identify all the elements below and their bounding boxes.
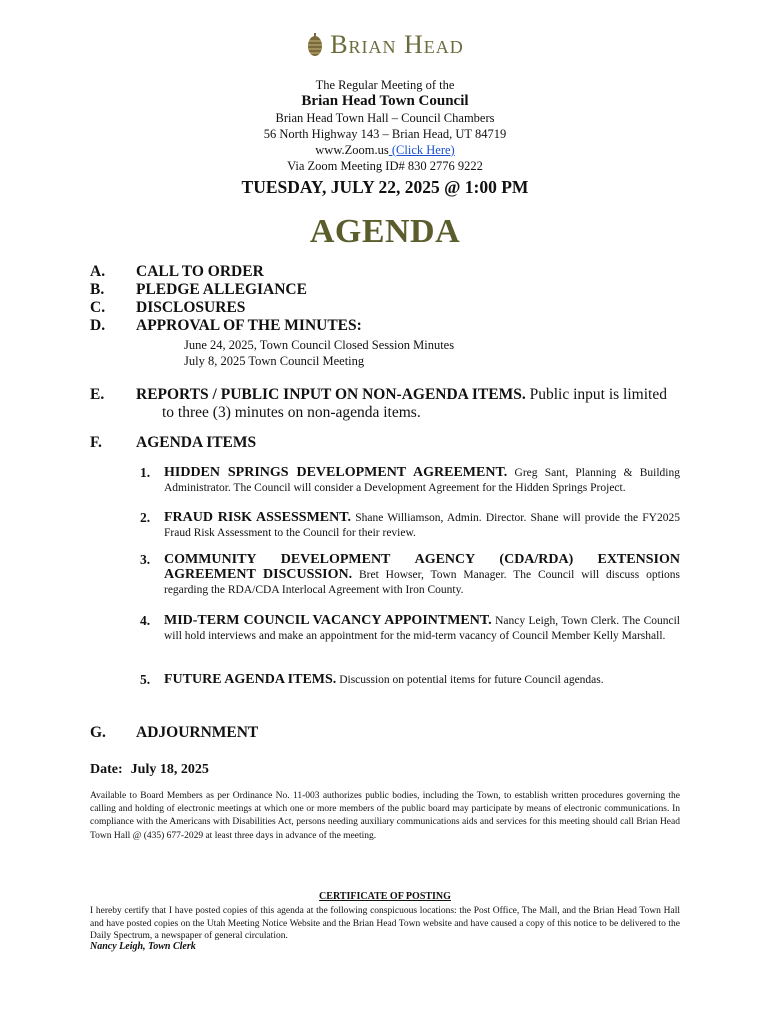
outline-letter: G.	[90, 724, 106, 741]
item-title-word: AGENCY	[414, 552, 476, 567]
meeting-address: 56 North Highway 143 – Brian Head, UT 84719	[263, 127, 507, 141]
outline-letter: D.	[90, 317, 106, 334]
outline-title: CALL TO ORDER	[136, 263, 264, 280]
agenda-item	[140, 465, 680, 496]
item-number: 5.	[140, 672, 151, 687]
item-text: Shane Williamson, Admin. Director. Shane will provide the FY2025 Fraud Risk Assessment to the Council for their review.	[164, 512, 680, 539]
outline-letter: F.	[90, 434, 102, 451]
posting-date	[90, 762, 209, 778]
item-title-word: (CDA/RDA)	[499, 552, 574, 567]
certificate-signer: Nancy Leigh, Town Clerk	[90, 941, 196, 952]
item-text: Greg Sant, Planning & Building Administrator. The Council will consider a Development Agreement for the Hidden Springs Project.	[164, 467, 680, 494]
outline-letter: B.	[90, 281, 105, 298]
item-title: MID-TERM COUNCIL VACANCY APPOINTMENT.	[164, 613, 492, 628]
item-title: FUTURE AGENDA ITEMS.	[164, 672, 337, 687]
zoom-line	[0, 142, 770, 158]
item-title: AGREEMENT DISCUSSION.	[164, 567, 353, 582]
meeting-location: Brian Head Town Hall – Council Chambers	[275, 111, 495, 125]
certificate-title: CERTIFICATE OF POSTING	[319, 891, 451, 902]
item-title-word: EXTENSION	[597, 552, 680, 567]
item-title: FRAUD RISK ASSESSMENT.	[164, 510, 352, 525]
brian-head-logo	[0, 30, 770, 60]
zoom-meeting-id: Via Zoom Meeting ID# 830 2776 9222	[287, 159, 483, 173]
agenda-item	[140, 672, 680, 688]
council-name: Brian Head Town Council	[301, 93, 469, 109]
section-e-text	[136, 386, 696, 422]
outline-letter: A.	[90, 263, 106, 280]
item-title-line	[164, 552, 680, 567]
pinecone-icon	[306, 32, 324, 58]
item-title: HIDDEN SPRINGS DEVELOPMENT AGREEMENT.	[164, 465, 508, 480]
section-g-title: ADJOURNMENT	[136, 724, 259, 741]
meeting-datetime: TUESDAY, JULY 22, 2025 @ 1:00 PM	[241, 177, 529, 197]
section-e-title: REPORTS / PUBLIC INPUT ON NON-AGENDA ITEMS.	[136, 386, 526, 403]
logo-text: Brian Head	[330, 30, 464, 59]
section-e-note: Public input is limited	[525, 386, 667, 403]
section-e-note-cont: to three (3) minutes on non-agenda items.	[162, 404, 421, 421]
item-text: Bret Howser, Town Manager. The Council will discuss options regarding the RDA/CDA Interlocal Agreement with Iron County.	[164, 569, 680, 596]
outline-letter: E.	[90, 386, 105, 403]
ada-notice: Available to Board Members as per Ordinance No. 11-003 authorizes public bodies, including the Town, to establish written procedures governing the calling and holding of electronic meetings at which one or more members of the public board may participate by means of electronic communications. In compliance with the Americans with Disabilities Act, persons needing auxiliary communications aids and services for this meeting should call Brian Head Town Hall @ (435) 677-2029 at least three days in advance of the meeting.	[90, 791, 680, 841]
minutes-item: June 24, 2025, Town Council Closed Session Minutes	[184, 338, 455, 352]
outline-title: PLEDGE ALLEGIANCE	[136, 281, 307, 298]
agenda-item	[140, 510, 680, 541]
section-f-title: AGENDA ITEMS	[136, 434, 257, 451]
date-value: July 18, 2025	[130, 762, 209, 777]
minutes-item: July 8, 2025 Town Council Meeting	[184, 354, 365, 368]
item-number: 3.	[140, 552, 151, 567]
item-text: Nancy Leigh, Town Clerk. The Council will hold interviews and make an appointment for the mid-term vacancy of Council Member Kelly Marshall.	[164, 615, 680, 642]
outline-title: APPROVAL OF THE MINUTES:	[136, 317, 362, 334]
zoom-link[interactable]: (Click Here)	[388, 143, 455, 157]
agenda-item	[140, 613, 680, 644]
agenda-item	[140, 552, 680, 598]
date-label: Date:	[90, 762, 123, 777]
meeting-intro: The Regular Meeting of the	[315, 78, 455, 92]
zoom-site: www.Zoom.us	[315, 143, 389, 157]
item-number: 2.	[140, 510, 151, 525]
item-number: 1.	[140, 465, 151, 480]
certificate-body: I hereby certify that I have posted copies of this agenda at the following conspicuous locations: the Post Office, The Mall, and the Brian Head Town Hall and have posted copies on the Utah Meeting Notice Website and the Brian Head Town website and have caused a copy of this notice to be delivered to the Daily Spectrum, a newspaper of general circulation.	[90, 906, 680, 942]
outline-letter: C.	[90, 299, 106, 316]
item-title-word: DEVELOPMENT	[280, 552, 391, 567]
item-title-word: COMMUNITY	[164, 552, 257, 567]
item-number: 4.	[140, 613, 151, 628]
agenda-heading: AGENDA	[309, 213, 461, 250]
outline-title: DISCLOSURES	[136, 299, 246, 316]
item-text: Discussion on potential items for future Council agendas.	[336, 674, 604, 686]
